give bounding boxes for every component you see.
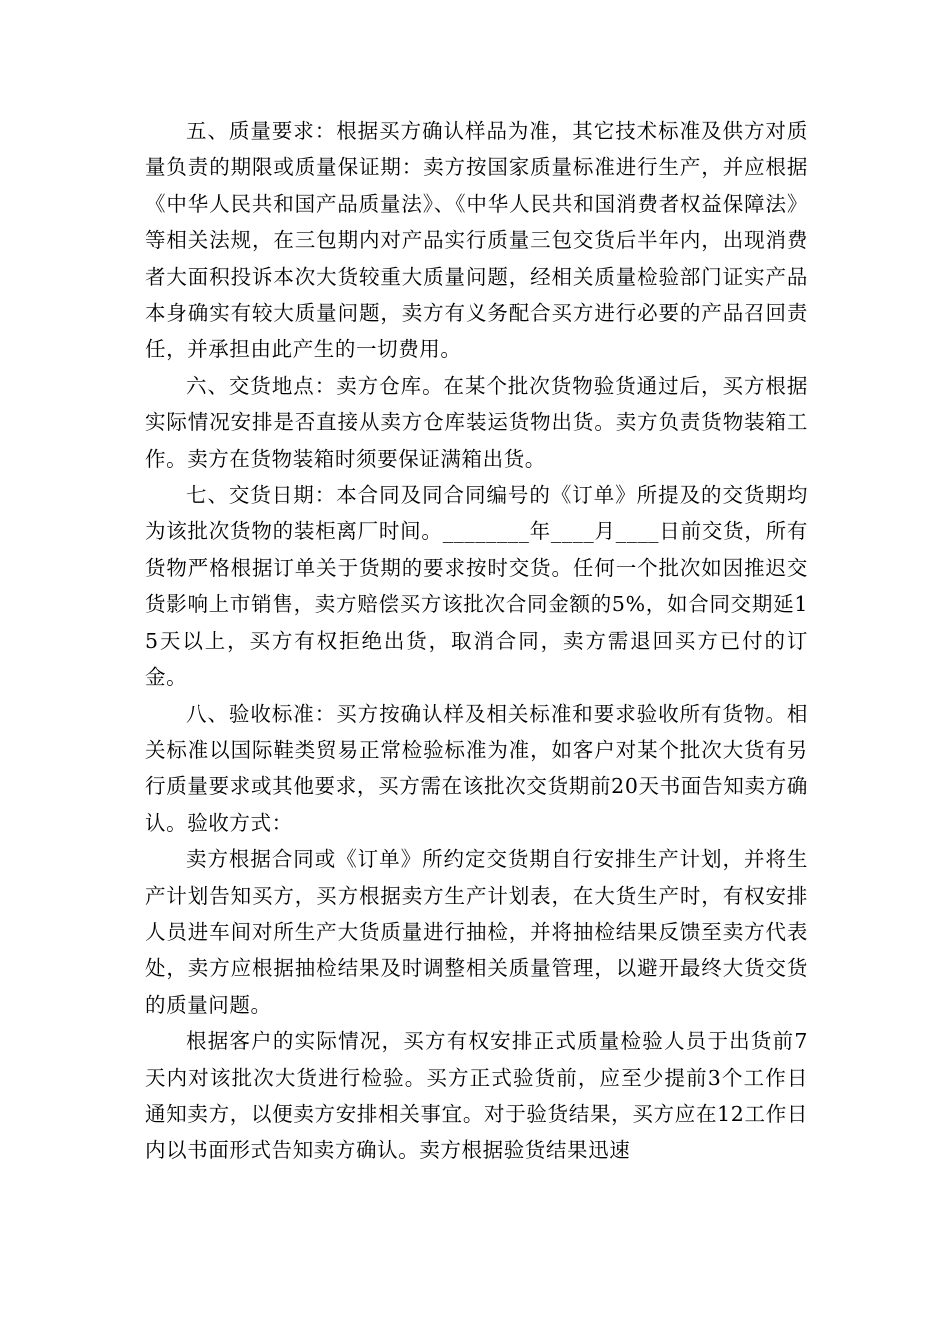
clause-acceptance-standard: 八、验收标准：买方按确认样及相关标准和要求验收所有货物。相关标准以国际鞋类贸易正常检验标准为准，如客户对某个批次大货有另行质量要求或其他要求，买方需在该批次交货期前20天书面告知卖方确认。验收方式： <box>145 701 808 835</box>
clause-delivery-date: 七、交货日期：本合同及同合同编号的《订单》所提及的交货期均为该批次货物的装柜离厂时间。________年____月____日前交货，所有货物严格根据订单关于货期的要求按时交货。任何一个批次如因推迟交货影响上市销售，卖方赔偿买方该批次合同金额的5%，如合同交期延15天以上，买方有权拒绝出货，取消合同，卖方需退回买方已付的订金。 <box>145 483 808 690</box>
paragraph-inspection: 根据客户的实际情况，买方有权安排正式质量检验人员于出货前7天内对该批次大货进行检验。买方正式验货前，应至少提前3个工作日通知卖方，以便卖方安排相关事宜。对于验货结果，买方应在12工作日内以书面形式告知卖方确认。卖方根据验货结果迅速 <box>145 1029 808 1163</box>
clause-delivery-location: 六、交货地点：卖方仓库。在某个批次货物验货通过后，买方根据实际情况安排是否直接从卖方仓库装运货物出货。卖方负责货物装箱工作。卖方在货物装箱时须要保证满箱出货。 <box>145 373 808 471</box>
clause-quality-requirements: 五、质量要求：根据买方确认样品为准，其它技术标准及供方对质量负责的期限或质量保证期：卖方按国家质量标准进行生产，并应根据《中华人民共和国产品质量法》、《中华人民共和国消费者权益保障法》等相关法规，在三包期内对产品实行质量三包交货后半年内，出现消费者大面积投诉本次大货较重大质量问题，经相关质量检验部门证实产品本身确实有较大质量问题，卖方有义务配合买方进行必要的产品召回责任，并承担由此产生的一切费用。 <box>145 119 808 362</box>
document-page <box>145 113 808 1169</box>
paragraph-production-plan: 卖方根据合同或《订单》所约定交货期自行安排生产计划，并将生产计划告知买方，买方根据卖方生产计划表，在大货生产时，有权安排人员进车间对所生产大货质量进行抽检，并将抽检结果反馈至卖方代表处，卖方应根据抽检结果及时调整相关质量管理，以避开最终大货交货的质量问题。 <box>145 847 808 1017</box>
